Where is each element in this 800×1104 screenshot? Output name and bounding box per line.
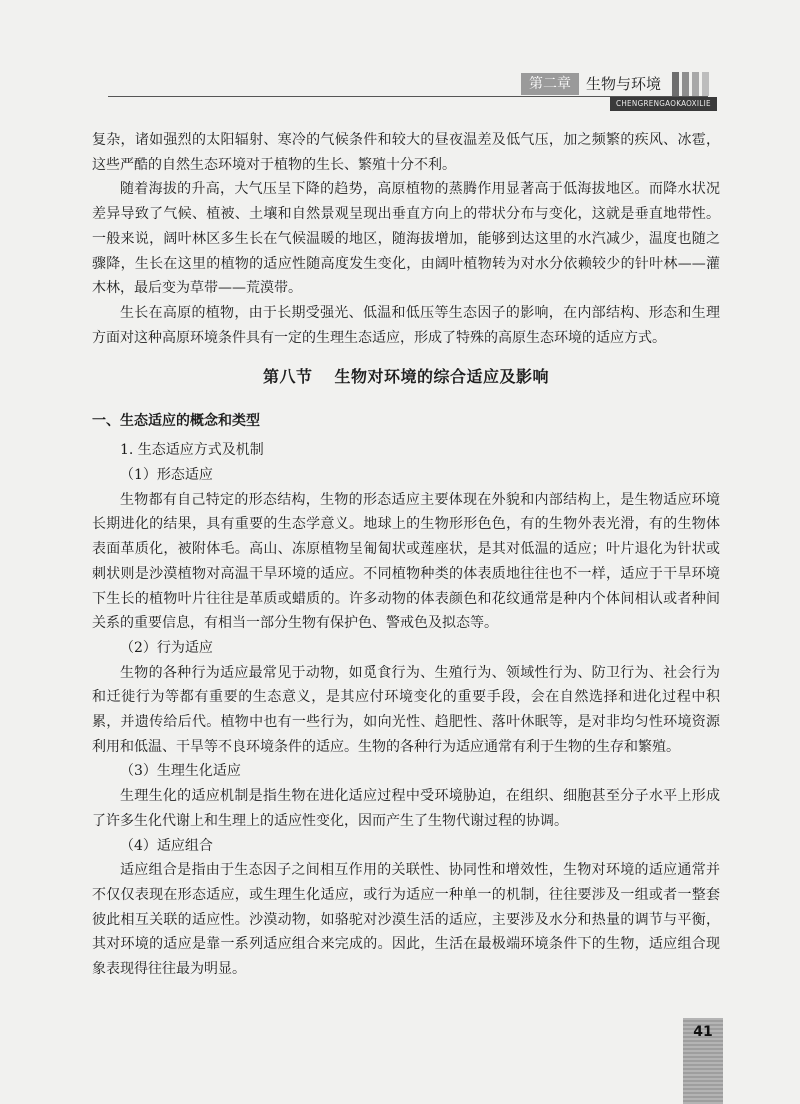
subsection-text: 生理生化的适应机制是指生物在进化适应过程中受环境胁迫，在组织、细胞甚至分子水平上形成了许多生化代谢上和生理上的适应性变化，因而产生了生物代谢过程的协调。 [92, 788, 720, 829]
page-number: 41 [693, 1024, 713, 1040]
subsection-label: （3）生理生化适应 [120, 763, 241, 780]
heading-1: 一、生态适应的概念和类型 [92, 413, 260, 430]
subsection-label: （1）形态适应 [120, 467, 213, 484]
heading-2: 1. 生态适应方式及机制 [120, 442, 264, 459]
page-content [92, 128, 720, 982]
subsection-label: （2）行为适应 [120, 639, 213, 656]
subsection-text: 生物都有自己特定的形态结构，生物的形态适应主要体现在外貌和内部结构上，是生物适应环境长期进化的结果，具有重要的生态学意义。地球上的生物形形色色，有的生物外表光滑，有的生物体表面革质化，被附体毛。高山、冻原植物呈匍匐状或莲座状，是其对低温的适应；叶片退化为针状或刺状则是沙漠植物对高温干旱环境的适应。不同植物种类的体表质地往往也不一样，适应于干旱环境下生长的植物叶片往往是革质或蜡质的。许多动物的体表颜色和花纹通常是种内个体间相认或者种间关系的重要信息，有相当一部分生物有保护色、警戒色及拟态等。 [92, 491, 720, 632]
subsection-text: 适应组合是指由于生态因子之间相互作用的关联性、协同性和增效性，生物对环境的适应通常并不仅仅表现在形态适应，或生理生化适应，或行为适应一种单一的机制，往往要涉及一组或者一整套彼此相互关联的适应性。沙漠动物，如骆驼对沙漠生活的适应，主要涉及水分和热量的调节与平衡，其对环境的适应是靠一系列适应组合来完成的。因此，生活在最极端环境条件下的生物，适应组合现象表现得往往最为明显。 [92, 862, 720, 978]
section-title [92, 364, 720, 390]
paragraph: 复杂，诸如强烈的太阳辐射、寒冷的气候条件和较大的昼夜温差及低气压，加之频繁的疾风、冰雹，这些严酷的自然生态环境对于植物的生长、繁殖十分不利。 [92, 132, 720, 173]
subsection-label: （4）适应组合 [120, 837, 213, 854]
subsection-text: 生物的各种行为适应最常见于动物，如觅食行为、生殖行为、领域性行为、防卫行为、社会行为和迁徙行为等都有重要的生态意义，是其应付环境变化的重要手段，会在自然选择和进化过程中积累，并遗传给后代。植物中也有一些行为，如向光性、趋肥性、落叶休眠等，是对非均匀性环境资源利用和低温、干旱等不良环境条件的适应。生物的各种行为适应通常有利于生物的生存和繁殖。 [92, 664, 720, 755]
section-title-text: 生物对环境的综合适应及影响 [334, 367, 550, 387]
chapter-label: 第二章 [521, 73, 579, 95]
section-number: 第八节 [262, 367, 313, 387]
paragraph: 生长在高原的植物，由于长期受强光、低温和低压等生态因子的影响，在内部结构、形态和生理方面对这种高原环境条件具有一定的生理生态适应，形成了特殊的高原生态环境的适应方式。 [92, 304, 720, 346]
chapter-title: 生物与环境 [586, 75, 662, 93]
series-subtitle: CHENGRENGAOKAOXILIE [610, 97, 717, 111]
paragraph: 随着海拔的升高，大气压呈下降的趋势，高原植物的蒸腾作用显著高于低海拔地区。而降水状况差异导致了气候、植被、土壤和自然景观呈现出垂直方向上的带状分布与变化，这就是垂直地带性。一般来说，阔叶林区多生长在气候温暖的地区，随海拔增加，能够到达这里的水汽减少，温度也随之骤降，生长在这里的植物的适应性随高度发生变化，由阔叶植物转为对水分依赖较少的针叶林——灌木林，最后变为草带——荒漠带。 [92, 181, 720, 297]
